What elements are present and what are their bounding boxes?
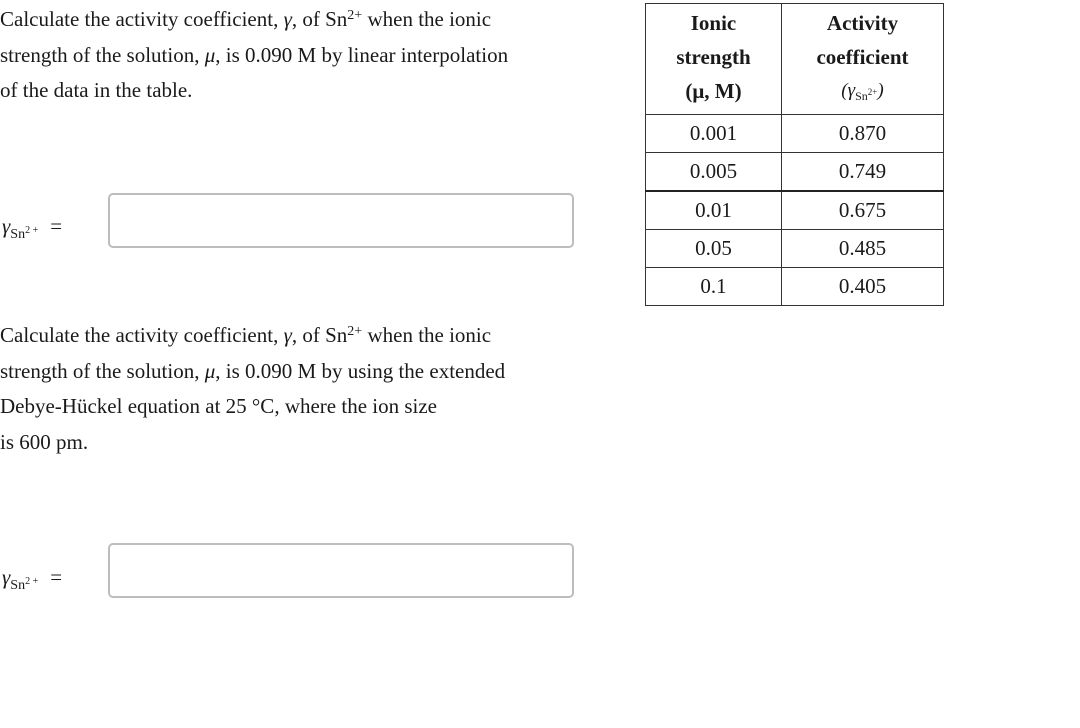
activity-coefficient-cell: 0.405 — [782, 268, 944, 306]
question-2-text — [0, 318, 505, 460]
q2-line-3: Debye-Hückel equation at 25 °C, where the ion size — [0, 394, 438, 418]
activity-coefficient-cell: 0.749 — [782, 153, 944, 192]
question-1-text — [0, 2, 508, 109]
answer-1-label: $\gamma_{Sn^{2 +}}$ = — [2, 214, 63, 242]
table-header-row — [646, 4, 944, 115]
header-gamma-symbol: $(\gamma_{Sn^{2+}})$ — [841, 80, 884, 103]
activity-coefficient-cell: 0.870 — [782, 115, 944, 153]
ionic-strength-cell: 0.01 — [646, 191, 782, 230]
ionic-strength-cell: 0.05 — [646, 230, 782, 268]
activity-coefficient-cell: 0.485 — [782, 230, 944, 268]
ionic-strength-cell: 0.001 — [646, 115, 782, 153]
answer-1-input[interactable] — [108, 193, 574, 248]
q1-line-3: of the data in the table. — [0, 78, 193, 102]
q2-line-4: is 600 pm. — [0, 429, 89, 454]
q1-line-2: strength of the solution, μ, is 0.090 M by linear interpolation — [0, 42, 509, 67]
answer-2-label: $\gamma_{Sn^{2 +}}$ = — [2, 565, 63, 593]
ionic-strength-cell: 0.005 — [646, 153, 782, 192]
activity-coefficient-cell: 0.675 — [782, 191, 944, 230]
q1-line-1: Calculate the activity coefficient, γ, of $Sn^{2+}$ when the ionic — [0, 7, 492, 31]
q2-line-2: strength of the solution, μ, is 0.090 M by using the extended — [0, 358, 506, 383]
ionic-strength-cell: 0.1 — [646, 268, 782, 306]
header-ionic-strength: Ionic strength (μ, M) — [646, 4, 782, 115]
q2-line-1: Calculate the activity coefficient, γ, of $Sn^{2+}$ when the ionic — [0, 323, 492, 347]
table-row — [646, 153, 944, 192]
table-row — [646, 268, 944, 306]
table-row — [646, 191, 944, 230]
table-row — [646, 230, 944, 268]
answer-2-input[interactable] — [108, 543, 574, 598]
table-row — [646, 115, 944, 153]
header-activity-coefficient: Activity coefficient $(\gamma_{Sn^{2+}})$ — [782, 4, 944, 115]
activity-coefficient-table — [645, 3, 944, 306]
